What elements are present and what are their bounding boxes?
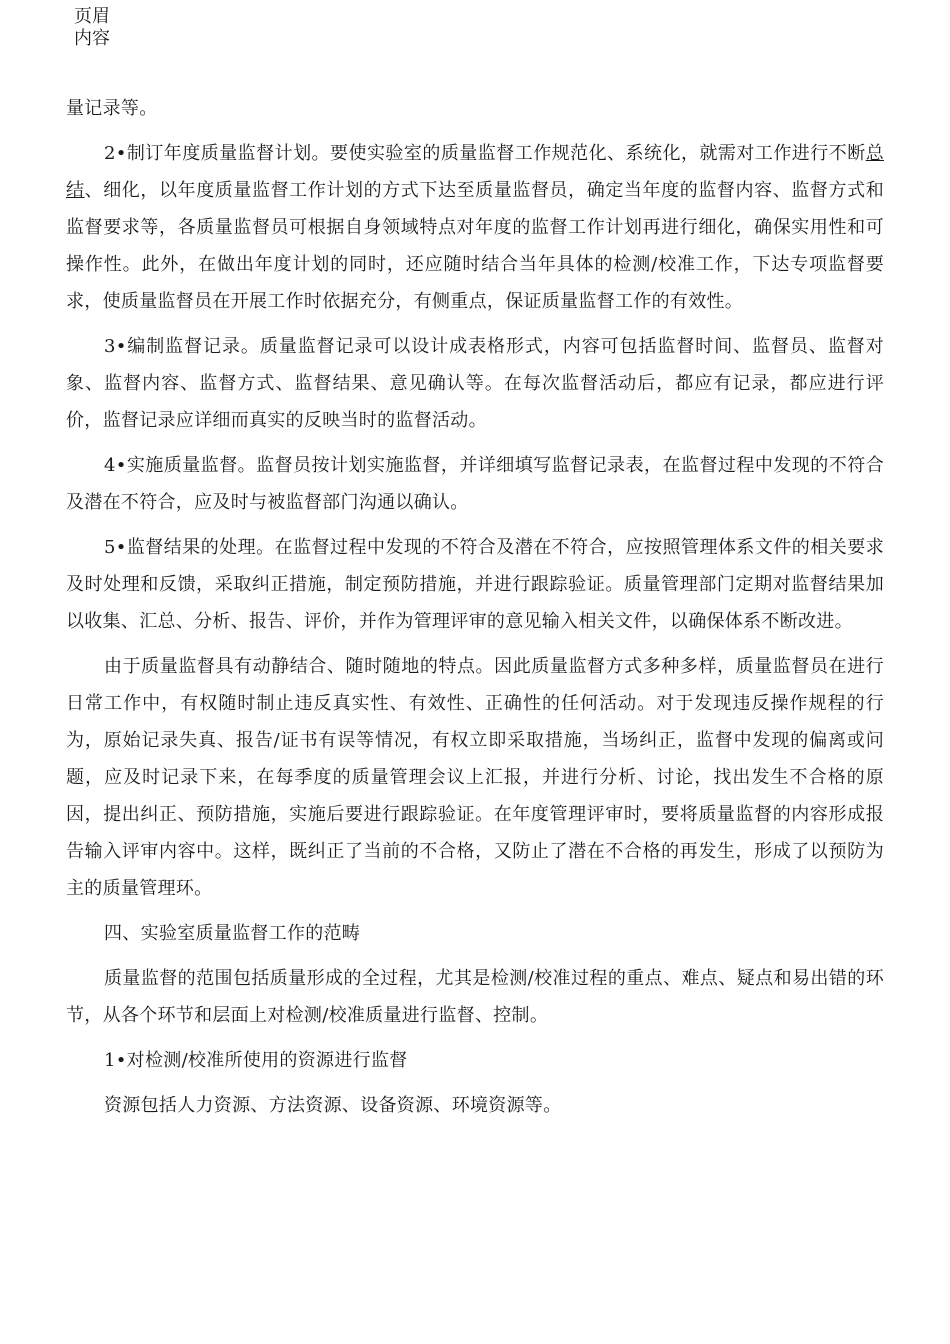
paragraph-implementation: 4•实施质量监督。监督员按计划实施监督，并详细填写监督记录表，在监督过程中发现的不符合及潜在不符合，应及时与被监督部门沟通以确认。 [66, 455, 884, 513]
paragraph-continuation: 量记录等。 [66, 98, 158, 119]
paragraph-results: 5•监督结果的处理。在监督过程中发现的不符合及潜在不符合，应按照管理体系文件的相关要求及时处理和反馈，采取纠正措施，制定预防措施，并进行跟踪验证。质量管理部门定期对监督结果加以收集、汇总、分析、报告、评价，并作为管理评审的意见输入相关文件，以确保体系不断改进。 [66, 537, 884, 632]
document-body [66, 90, 884, 1132]
header-line-1: 页眉 [74, 6, 110, 27]
paragraph-records: 3•编制监督记录。质量监督记录可以设计成表格形式，内容可包括监督时间、监督员、监督对象、监督内容、监督方式、监督结果、意见确认等。在每次监督活动后，都应有记录，都应进行评价，监督记录应详细而真实的反映当时的监督活动。 [66, 336, 884, 431]
paragraph-resources: 资源包括人力资源、方法资源、设备资源、环境资源等。 [104, 1095, 562, 1116]
paragraph-annual-plan [66, 135, 884, 320]
section-heading: 四、实验室质量监督工作的范畴 [104, 923, 361, 944]
paragraph-text: 2•制订年度质量监督计划。要使实验室的质量监督工作规范化、系统化，就需对工作进行不断 [104, 143, 866, 164]
paragraph-text: 、细化，以年度质量监督工作计划的方式下达至质量监督员，确定当年度的监督内容、监督方式和监督要求等，各质量监督员可根据自身领域特点对年度的监督工作计划再进行细化，确保实用性和可操作性。此外，在做出年度计划的同时，还应随时结合当年具体的检测/校准工作，下达专项监督要求，使质量监督员在开展工作时依据充分，有侧重点，保证质量监督工作的有效性。 [66, 180, 884, 312]
paragraph-scope: 质量监督的范围包括质量形成的全过程，尤其是检测/校准过程的重点、难点、疑点和易出错的环节，从各个环节和层面上对检测/校准质量进行监督、控制。 [66, 968, 884, 1026]
paragraph-methods: 由于质量监督具有动静结合、随时随地的特点。因此质量监督方式多种多样，质量监督员在进行日常工作中，有权随时制止违反真实性、有效性、正确性的任何活动。对于发现违反操作规程的行为，原始记录失真、报告/证书有误等情况，有权立即采取措施，当场纠正，监督中发现的偏离或问题，应及时记录下来，在每季度的质量管理会议上汇报，并进行分析、讨论，找出发生不合格的原因，提出纠正、预防措施，实施后要进行跟踪验证。在年度管理评审时，要将质量监督的内容形成报告输入评审内容中。这样，既纠正了当前的不合格，又防止了潜在不合格的再发生，形成了以预防为主的质量管理环。 [66, 656, 884, 899]
header-line-2: 内容 [74, 28, 110, 49]
page-header [74, 6, 110, 50]
subsection-heading: 1•对检测/校准所使用的资源进行监督 [104, 1050, 408, 1071]
underlined-term: 总结 [66, 143, 884, 201]
